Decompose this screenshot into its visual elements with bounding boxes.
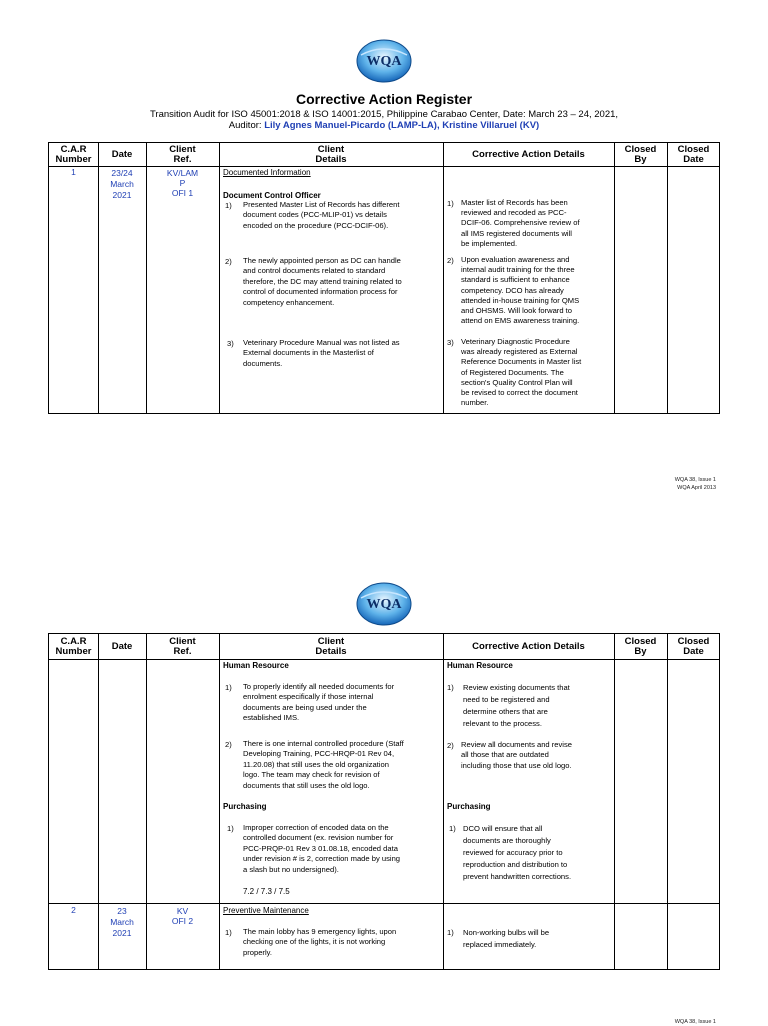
clause-reference: 7.2 / 7.3 / 7.5 bbox=[243, 887, 290, 896]
finding-number: 2) bbox=[225, 740, 232, 749]
logo-text: WQA bbox=[366, 54, 402, 69]
finding-number: 2) bbox=[225, 257, 232, 266]
finding-number: 1) bbox=[225, 928, 232, 937]
pm-action-1: Non-working bulbs will be replaced immediately. bbox=[463, 928, 550, 949]
subsection-dco: Document Control Officer bbox=[223, 191, 321, 200]
hr-action-1: Review existing documents that need to be registered and determine others that are relevant to the process. bbox=[463, 683, 570, 728]
col-corrective-action: Corrective Action Details bbox=[472, 149, 585, 160]
action-number: 1) bbox=[449, 824, 456, 833]
pm-finding-1: The main lobby has 9 emergency lights, upon checking one of the lights, it is not working properly. bbox=[243, 927, 397, 957]
finding-number: 1) bbox=[225, 201, 232, 210]
col-date: Date bbox=[111, 641, 133, 652]
col-client-ref: Client Ref. bbox=[169, 636, 196, 657]
finding-3: Veterinary Procedure Manual was not listed as External documents in the Masterlist of documents. bbox=[243, 338, 400, 368]
finding-number: 1) bbox=[225, 683, 232, 692]
action-number: 1) bbox=[447, 928, 454, 937]
logo-text: WQA bbox=[366, 597, 402, 612]
page-footer: WQA 38, Issue 1 bbox=[674, 1019, 716, 1025]
action-2: Upon evaluation awareness and internal audit training for the three standard is sufficient to enhance competency. DCO has already attended in-house training for QMS and OHSMS. Will look forward to attend on EMS awareness training. bbox=[461, 255, 580, 326]
car-date-2: 23 March 2021 bbox=[110, 906, 134, 938]
hr-action-2: Review all documents and revise all those that are outdated including those that use old logo. bbox=[461, 740, 573, 770]
action-3: Veterinary Diagnostic Procedure was already registered as External Reference Documents in Master list of Registered Documents. The section's Quality Control Plan will be revised to correct the document number. bbox=[461, 337, 582, 408]
action-section-purchasing: Purchasing bbox=[447, 802, 491, 811]
purchasing-finding-1: Improper correction of encoded data on the controlled document (ex. revision number for PCC-PRQP-01 Rev 3 01.08.18, encoded data under revision # is 2, correction made by using a slash but no undersigned). bbox=[243, 823, 401, 874]
hr-finding-1: To properly identify all needed documents for enrolment especifically if those internal documents are being used under the established IMS. bbox=[243, 682, 395, 723]
auditor-names: Lily Agnes Manuel-Picardo (LAMP-LA), Kristine Villaruel (KV) bbox=[264, 120, 540, 131]
car-table-page1 bbox=[48, 142, 720, 414]
col-car-number: C.A.R Number bbox=[55, 144, 92, 165]
client-ref-2: KV OFI 2 bbox=[171, 906, 194, 926]
col-closed-date: Closed Date bbox=[677, 144, 710, 165]
action-1: Master list of Records has been reviewed and recoded as PCC- DCIF-06. Comprehensive review of all IMS registered documents will be implemented. bbox=[461, 198, 580, 248]
section-human-resource: Human Resource bbox=[223, 661, 289, 670]
wqa-logo bbox=[355, 580, 413, 626]
col-car-number: C.A.R Number bbox=[55, 636, 92, 657]
finding-2: The newly appointed person as DC can handle and control documents related to standard therefore, the DC may attend training related to control of documented information process for competency enhancement. bbox=[243, 256, 402, 307]
col-closed-date: Closed Date bbox=[677, 636, 710, 657]
col-closed-by: Closed By bbox=[624, 144, 657, 165]
client-ref-1: KV/LAM P OFI 1 bbox=[166, 168, 199, 198]
finding-number: 1) bbox=[227, 824, 234, 833]
car-table-page2 bbox=[48, 633, 720, 970]
col-date: Date bbox=[111, 149, 133, 160]
page-title: Corrective Action Register bbox=[295, 91, 473, 107]
car-date-1: 23/24 March 2021 bbox=[110, 168, 134, 200]
page-footer: WQA 38, Issue 1 WQA April 2013 bbox=[674, 477, 716, 491]
audit-subtitle: Transition Audit for ISO 45001:2018 & ISO 14001:2015, Philippine Carabao Center, Date: March 23 – 24, 2021, bbox=[149, 109, 619, 120]
action-number: 1) bbox=[447, 683, 454, 692]
action-number: 3) bbox=[447, 338, 454, 347]
car-number-1: 1 bbox=[71, 167, 76, 177]
finding-number: 3) bbox=[227, 339, 234, 348]
action-number: 2) bbox=[447, 741, 454, 750]
section-documented-information: Documented Information bbox=[223, 168, 311, 177]
action-section-human-resource: Human Resource bbox=[447, 661, 513, 670]
action-number: 1) bbox=[447, 199, 454, 208]
section-preventive-maintenance: Preventive Maintenance bbox=[223, 906, 309, 915]
col-client-ref: Client Ref. bbox=[169, 144, 196, 165]
wqa-logo bbox=[355, 37, 413, 83]
col-client-details: Client Details bbox=[315, 144, 347, 165]
auditor-line bbox=[0, 120, 768, 131]
car-number-2: 2 bbox=[71, 905, 76, 915]
col-corrective-action: Corrective Action Details bbox=[472, 641, 585, 652]
col-closed-by: Closed By bbox=[624, 636, 657, 657]
hr-finding-2: There is one internal controlled procedure (Staff Developing Training, PCC-HRQP-01 Rev 04, 11.20.08) that still uses the old organization logo. The team may check for revision of documents that still uses the old logo. bbox=[243, 739, 404, 790]
section-purchasing: Purchasing bbox=[223, 802, 267, 811]
auditor-label: Auditor: bbox=[228, 120, 265, 131]
col-client-details: Client Details bbox=[315, 636, 347, 657]
purchasing-action-1: DCO will ensure that all documents are thoroughly reviewed for accuracy prior to reproduction and distribution to prevent handwritten corrections. bbox=[463, 824, 572, 881]
finding-1: Presented Master List of Records has different document codes (PCC-MLIP-01) vs details encoded on the procedure (PCC-DCIF-06). bbox=[243, 200, 400, 230]
action-number: 2) bbox=[447, 256, 454, 265]
